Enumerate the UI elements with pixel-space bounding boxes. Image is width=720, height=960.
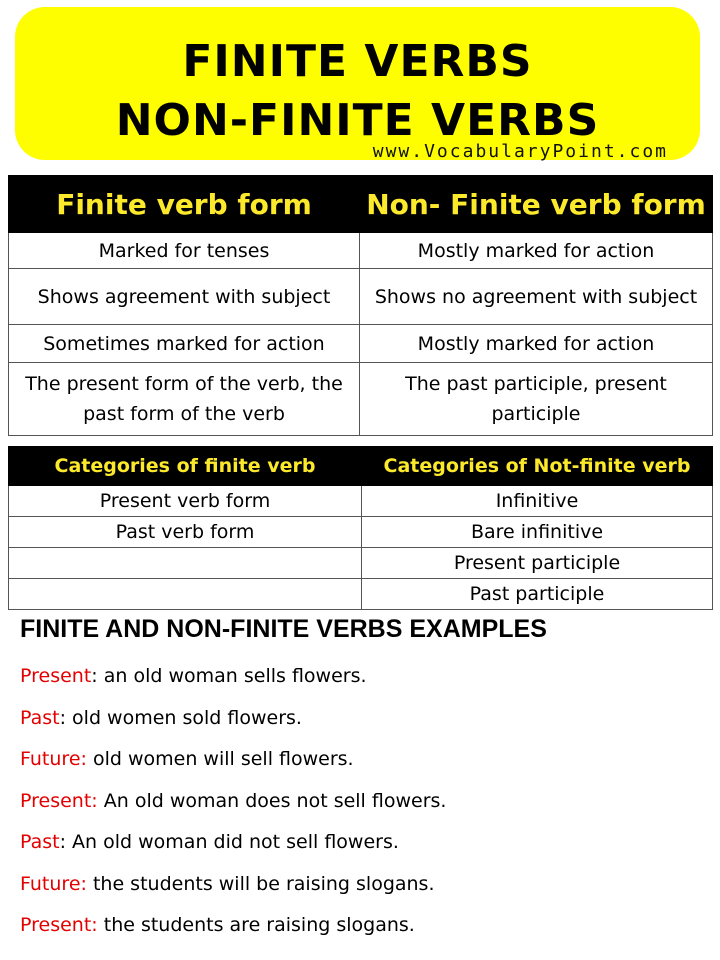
table-cell: Past verb form: [9, 517, 362, 548]
table-row: [9, 363, 713, 436]
table-cell: Present verb form: [9, 486, 362, 517]
tense-separator: :: [59, 706, 67, 729]
header-non-finite-categories: Categories of Not-finite verb: [362, 447, 713, 486]
table-row: [9, 269, 713, 325]
title-line-1: FINITE VERBS: [182, 36, 533, 87]
example-text: the students are raising slogans.: [97, 914, 415, 936]
title-line-2: NON-FINITE VERBS: [115, 95, 600, 146]
table-row: [9, 325, 713, 363]
example-text: old women will sell flowers.: [86, 748, 354, 770]
table-cell: The present form of the verb, the past form of the verb: [9, 363, 360, 436]
tense-label: Present:: [20, 789, 98, 812]
tense-label: Present: [20, 665, 92, 687]
title-banner: [15, 7, 700, 160]
tense-separator: :: [59, 831, 67, 853]
tense-label: Future:: [20, 872, 87, 895]
table-cell: Bare infinitive: [362, 517, 713, 548]
tense-label: Future:: [20, 748, 87, 770]
example-sentence: [20, 787, 710, 829]
website-url: www.VocabularyPoint.com: [372, 141, 668, 162]
example-sentence: [20, 828, 710, 870]
table-cell: Mostly marked for action: [360, 325, 713, 363]
example-text: an old woman sells flowers.: [97, 665, 367, 687]
categories-table: [8, 446, 713, 610]
table-cell: [9, 579, 362, 610]
tense-label: Present:: [20, 914, 98, 936]
table-cell: [9, 548, 362, 579]
example-text: old women sold flowers.: [66, 706, 302, 729]
table-row: [9, 579, 713, 610]
table-cell: Sometimes marked for action: [9, 325, 360, 363]
table-cell: Infinitive: [362, 486, 713, 517]
table-cell: Marked for tenses: [9, 233, 360, 269]
tense-separator: :: [91, 665, 98, 687]
comparison-header-row: [9, 176, 713, 233]
table-cell: Shows agreement with subject: [9, 269, 360, 325]
table-row: [9, 486, 713, 517]
example-text: An old woman did not sell flowers.: [66, 831, 399, 853]
example-sentence: [20, 745, 710, 787]
table-cell: Mostly marked for action: [360, 233, 713, 269]
table-cell: Past participle: [362, 579, 713, 610]
header-non-finite: Non- Finite verb form: [360, 176, 713, 233]
tense-label: Past: [20, 706, 60, 729]
example-sentence: [20, 870, 710, 912]
tense-label: Past: [20, 831, 60, 853]
header-finite: Finite verb form: [9, 176, 360, 233]
table-cell: Shows no agreement with subject: [360, 269, 713, 325]
example-sentence: [20, 662, 710, 704]
table-cell: The past participle, present participle: [360, 363, 713, 436]
categories-header-row: [9, 447, 713, 486]
table-row: [9, 233, 713, 269]
table-row: [9, 548, 713, 579]
examples-heading: FINITE AND NON-FINITE VERBS EXAMPLES: [20, 615, 547, 643]
table-row: [9, 517, 713, 548]
header-finite-categories: Categories of finite verb: [9, 447, 362, 486]
example-sentence: [20, 704, 710, 746]
examples-list: [20, 662, 710, 953]
example-sentence: [20, 911, 710, 953]
example-text: An old woman does not sell flowers.: [97, 789, 447, 812]
comparison-table: [8, 175, 713, 436]
table-cell: Present participle: [362, 548, 713, 579]
example-text: the students will be raising slogans.: [86, 872, 435, 895]
